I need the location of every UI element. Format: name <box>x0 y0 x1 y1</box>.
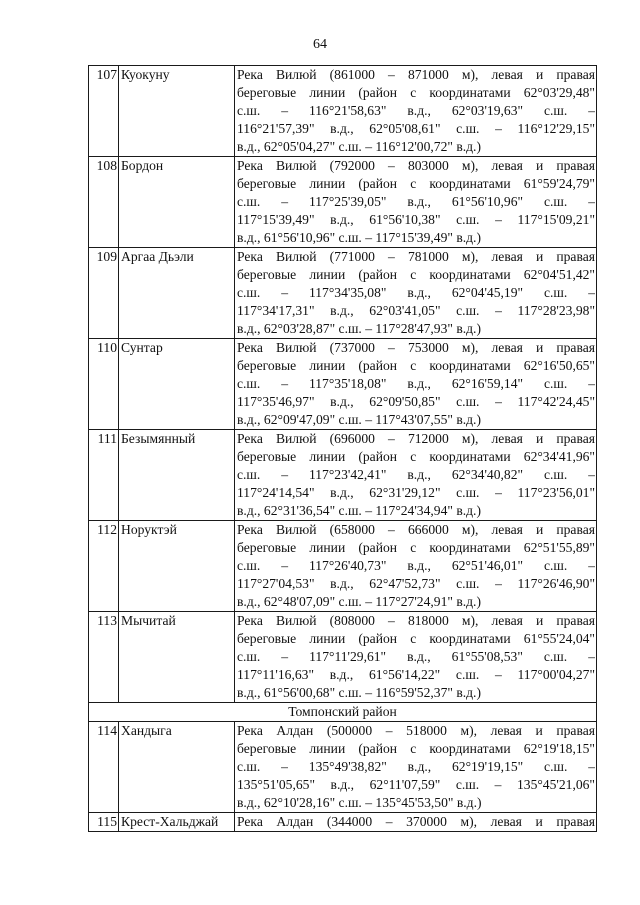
description-line: береговые линии (район с координатами 62°51'55,89" <box>237 540 595 555</box>
description-line: с.ш. – 117°25'39,05" в.д., 61°56'10,96" с.ш. – <box>237 194 595 209</box>
description-line: Река Вилюй (861000 – 871000 м), левая и правая <box>237 67 595 82</box>
site-name: Крест-Хальджай <box>119 813 235 832</box>
description-line: береговые линии (район с координатами 62°19'18,15" <box>237 741 595 756</box>
section-row <box>89 703 597 722</box>
table-row <box>89 521 597 612</box>
description-line: с.ш. – 135°49'38,82" в.д., 62°19'19,15" с.ш. – <box>237 759 595 774</box>
section-title: Томпонский район <box>89 703 597 722</box>
table-row <box>89 339 597 430</box>
row-number: 110 <box>89 339 119 430</box>
description-line: береговые линии (район с координатами 62°03'29,48" <box>237 85 595 100</box>
site-description <box>235 521 597 612</box>
site-name: Мычитай <box>119 612 235 703</box>
description-line: Река Алдан (344000 – 370000 м), левая и правая <box>237 814 595 829</box>
table-row <box>89 612 597 703</box>
site-name: Куокуну <box>119 66 235 157</box>
description-line: Река Вилюй (771000 – 781000 м), левая и правая <box>237 249 595 264</box>
description-line: в.д., 62°31'36,54" с.ш. – 117°24'34,94" в.д.) <box>237 503 481 518</box>
site-name: Бордон <box>119 157 235 248</box>
description-line: береговые линии (район с координатами 62°04'51,42" <box>237 267 595 282</box>
site-name: Сунтар <box>119 339 235 430</box>
table-row <box>89 157 597 248</box>
site-description <box>235 248 597 339</box>
description-line: в.д., 61°56'10,96" с.ш. – 117°15'39,49" в.д.) <box>237 230 481 245</box>
row-number: 108 <box>89 157 119 248</box>
description-line: с.ш. – 116°21'58,63" в.д., 62°03'19,63" с.ш. – <box>237 103 595 118</box>
description-line: 117°11'16,63" в.д., 61°56'14,22" с.ш. – 117°00'04,27" <box>237 667 595 682</box>
site-name: Безымянный <box>119 430 235 521</box>
description-line: Река Вилюй (792000 – 803000 м), левая и правая <box>237 158 595 173</box>
description-line: с.ш. – 117°26'40,73" в.д., 62°51'46,01" с.ш. – <box>237 558 595 573</box>
description-line: в.д., 62°03'28,87" с.ш. – 117°28'47,93" в.д.) <box>237 321 481 336</box>
fishing-sites-table <box>88 65 597 832</box>
description-line: береговые линии (район с координатами 62°34'41,96" <box>237 449 595 464</box>
description-line: 117°27'04,53" в.д., 62°47'52,73" с.ш. – 117°26'46,90" <box>237 576 595 591</box>
table-row <box>89 722 597 813</box>
page-number: 64 <box>313 37 327 52</box>
description-line: 116°21'57,39" в.д., 62°05'08,61" с.ш. – 116°12'29,15" <box>237 121 595 136</box>
site-description <box>235 339 597 430</box>
site-description <box>235 612 597 703</box>
table-row <box>89 66 597 157</box>
description-line: в.д., 62°09'47,09" с.ш. – 117°43'07,55" в.д.) <box>237 412 481 427</box>
description-line: в.д., 62°05'04,27" с.ш. – 116°12'00,72" в.д.) <box>237 139 481 154</box>
row-number: 111 <box>89 430 119 521</box>
description-line: береговые линии (район с координатами 61°55'24,04" <box>237 631 595 646</box>
description-line: Река Вилюй (737000 – 753000 м), левая и правая <box>237 340 595 355</box>
row-number: 109 <box>89 248 119 339</box>
row-number: 113 <box>89 612 119 703</box>
description-line: Река Вилюй (808000 – 818000 м), левая и правая <box>237 613 595 628</box>
row-number: 107 <box>89 66 119 157</box>
site-description <box>235 722 597 813</box>
row-number: 112 <box>89 521 119 612</box>
description-line: береговые линии (район с координатами 62°16'50,65" <box>237 358 595 373</box>
description-line: Река Алдан (500000 – 518000 м), левая и правая <box>237 723 595 738</box>
description-line: 117°35'46,97" в.д., 62°09'50,85" с.ш. – 117°42'24,45" <box>237 394 595 409</box>
site-name: Хандыга <box>119 722 235 813</box>
description-line: в.д., 62°48'07,09" с.ш. – 117°27'24,91" в.д.) <box>237 594 481 609</box>
row-number: 115 <box>89 813 119 832</box>
site-description <box>235 430 597 521</box>
description-line: в.д., 61°56'00,68" с.ш. – 116°59'52,37" в.д.) <box>237 685 481 700</box>
description-line: береговые линии (район с координатами 61°59'24,79" <box>237 176 595 191</box>
description-line: Река Вилюй (658000 – 666000 м), левая и правая <box>237 522 595 537</box>
description-line: с.ш. – 117°34'35,08" в.д., 62°04'45,19" с.ш. – <box>237 285 595 300</box>
site-description <box>235 157 597 248</box>
table-row <box>89 248 597 339</box>
table-row <box>89 430 597 521</box>
site-name: Норуктэй <box>119 521 235 612</box>
description-line: с.ш. – 117°35'18,08" в.д., 62°16'59,14" с.ш. – <box>237 376 595 391</box>
description-line: 135°51'05,65" в.д., 62°11'07,59" с.ш. – 135°45'21,06" <box>237 777 595 792</box>
description-line: 117°34'17,31" в.д., 62°03'41,05" с.ш. – 117°28'23,98" <box>237 303 595 318</box>
description-line: с.ш. – 117°23'42,41" в.д., 62°34'40,82" с.ш. – <box>237 467 595 482</box>
description-line: в.д., 62°10'28,16" с.ш. – 135°45'53,50" в.д.) <box>237 795 482 810</box>
site-description <box>235 66 597 157</box>
description-line: 117°15'39,49" в.д., 61°56'10,38" с.ш. – 117°15'09,21" <box>237 212 595 227</box>
table-row <box>89 813 597 832</box>
row-number: 114 <box>89 722 119 813</box>
site-description <box>235 813 597 832</box>
description-line: 117°24'14,54" в.д., 62°31'29,12" с.ш. – 117°23'56,01" <box>237 485 595 500</box>
description-line: Река Вилюй (696000 – 712000 м), левая и правая <box>237 431 595 446</box>
description-line: с.ш. – 117°11'29,61" в.д., 61°55'08,53" с.ш. – <box>237 649 595 664</box>
site-name: Аргаа Дьэли <box>119 248 235 339</box>
